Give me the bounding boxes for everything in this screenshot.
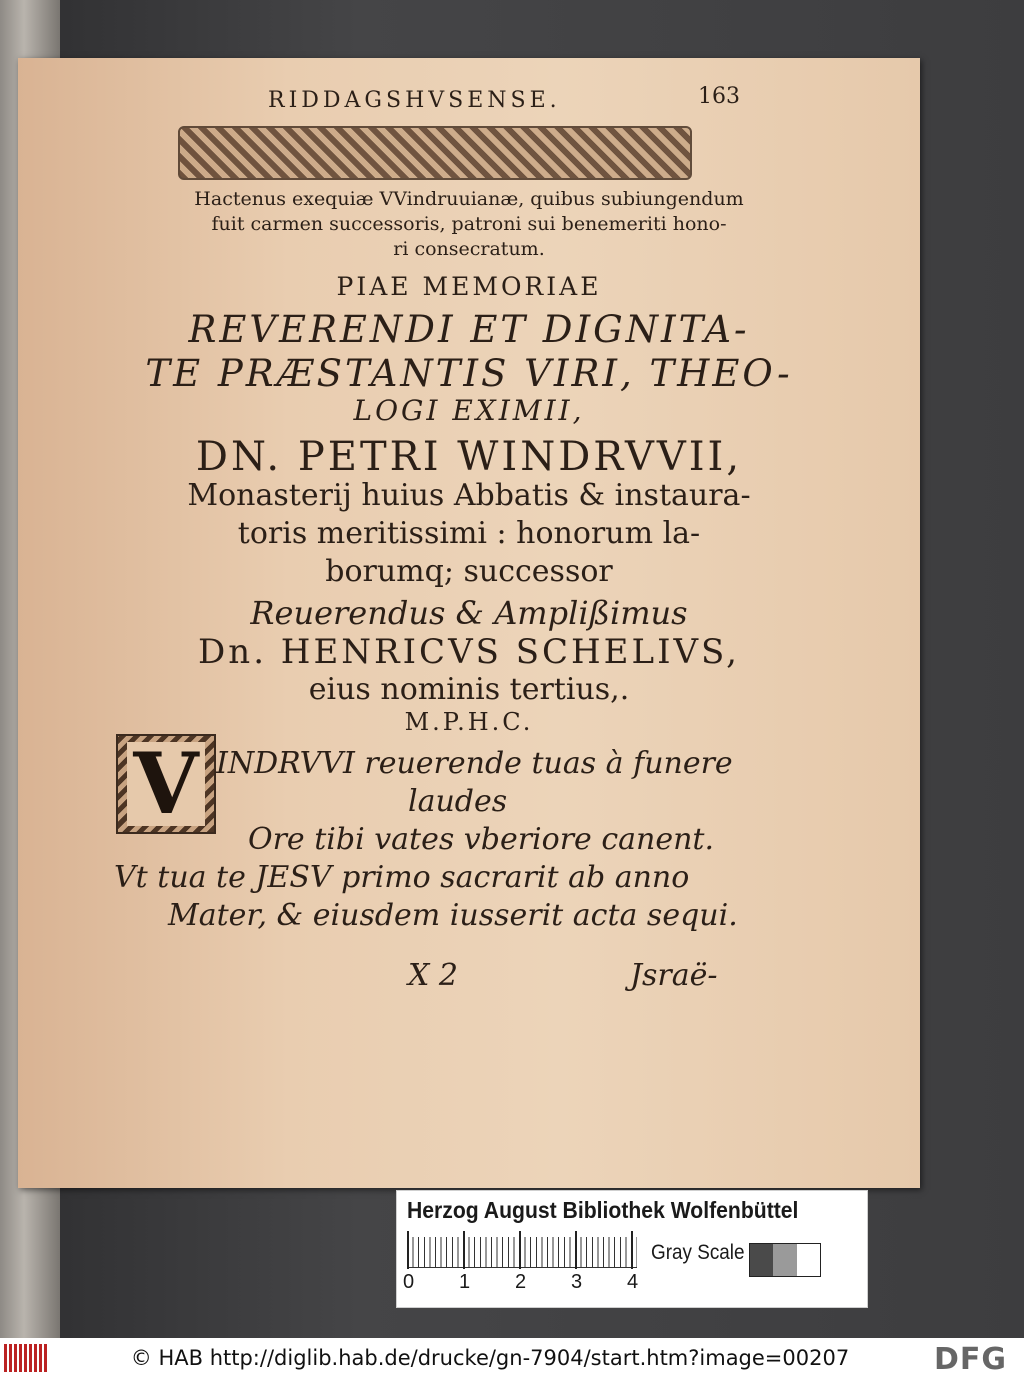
page-content xyxy=(18,58,920,1188)
title-italic-1: REVERENDI ET DIGNITA- xyxy=(188,308,750,351)
hab-card-title: Herzog August Bibliothek Wolfenbüttel xyxy=(407,1197,799,1223)
mphc-line: M.P.H.C. xyxy=(404,708,534,736)
ruler-number-1: 1 xyxy=(459,1271,471,1293)
ruler-number-4: 4 xyxy=(627,1271,639,1293)
hab-color-card xyxy=(396,1190,868,1308)
ruler-number-3: 3 xyxy=(571,1271,583,1293)
gray-patch-mid xyxy=(773,1244,796,1276)
body-line-1: Monasterij huius Abbatis & instaura- xyxy=(187,478,751,513)
body-line-3: borumq; successor xyxy=(325,554,613,589)
footer-bar xyxy=(0,1338,1024,1378)
name-henricus-schelius: Dn. HENRICVS SCHELIVS, xyxy=(198,632,740,672)
dfg-logo: DFG xyxy=(934,1342,1008,1377)
gray-patch-dark xyxy=(750,1244,773,1276)
script-reuerendus: Reuerendus & Amplißimus xyxy=(250,594,688,632)
catchword: Jsraë- xyxy=(630,958,718,993)
name-petri-windruvii: DN. PETRI WINDRVVII, xyxy=(195,434,743,480)
poem-line-2: laudes xyxy=(408,784,508,819)
hab-logo-icon xyxy=(4,1344,48,1372)
poem-line-5: Mater, & eiusdem iusserit acta sequi. xyxy=(168,898,738,933)
gray-patch-light xyxy=(797,1244,820,1276)
running-head: RIDDAGSHVSENSE. xyxy=(268,88,561,113)
title-pia-memoriae: PIAE MEMORIAE xyxy=(336,272,602,301)
intro-line-2: fuit carmen successoris, patroni sui benemeriti hono- xyxy=(211,213,727,235)
page-number: 163 xyxy=(698,84,740,109)
ruler-numbers xyxy=(397,1271,657,1297)
signature-mark: X 2 xyxy=(408,958,458,993)
decorated-initial xyxy=(116,734,216,834)
gray-scale-patches xyxy=(749,1243,821,1277)
title-italic-2: TE PRÆSTANTIS VIRI, THEO- xyxy=(145,352,793,395)
eius-nominis-line: eius nominis tertius,. xyxy=(308,672,630,707)
title-italic-3: LOGI EXIMII, xyxy=(353,394,585,427)
ruler-number-0: 0 xyxy=(403,1271,415,1293)
ruler-major-ticks xyxy=(407,1231,637,1269)
headpiece-ornament xyxy=(178,126,692,180)
ruler-number-2: 2 xyxy=(515,1271,527,1293)
gray-scale-label: Gray Scale xyxy=(651,1241,745,1264)
poem-line-3: Ore tibi vates vberiore canent. xyxy=(248,822,714,857)
body-line-2: toris meritissimi : honorum la- xyxy=(237,516,701,551)
intro-line-1: Hactenus exequiæ VVindruuianæ, quibus subiungendum xyxy=(194,188,744,210)
poem-line-1: INDRVVI reuerende tuas à funere xyxy=(216,746,733,781)
book-page xyxy=(18,58,920,1188)
intro-line-3: ri consecratum. xyxy=(393,238,545,260)
initial-letter: V xyxy=(127,742,204,826)
footer-url-link[interactable]: © HAB http://diglib.hab.de/drucke/gn-7904/start.htm?image=00207 xyxy=(130,1346,850,1370)
poem-line-4: Vt tua te JESV primo sacrarit ab anno xyxy=(114,860,690,895)
